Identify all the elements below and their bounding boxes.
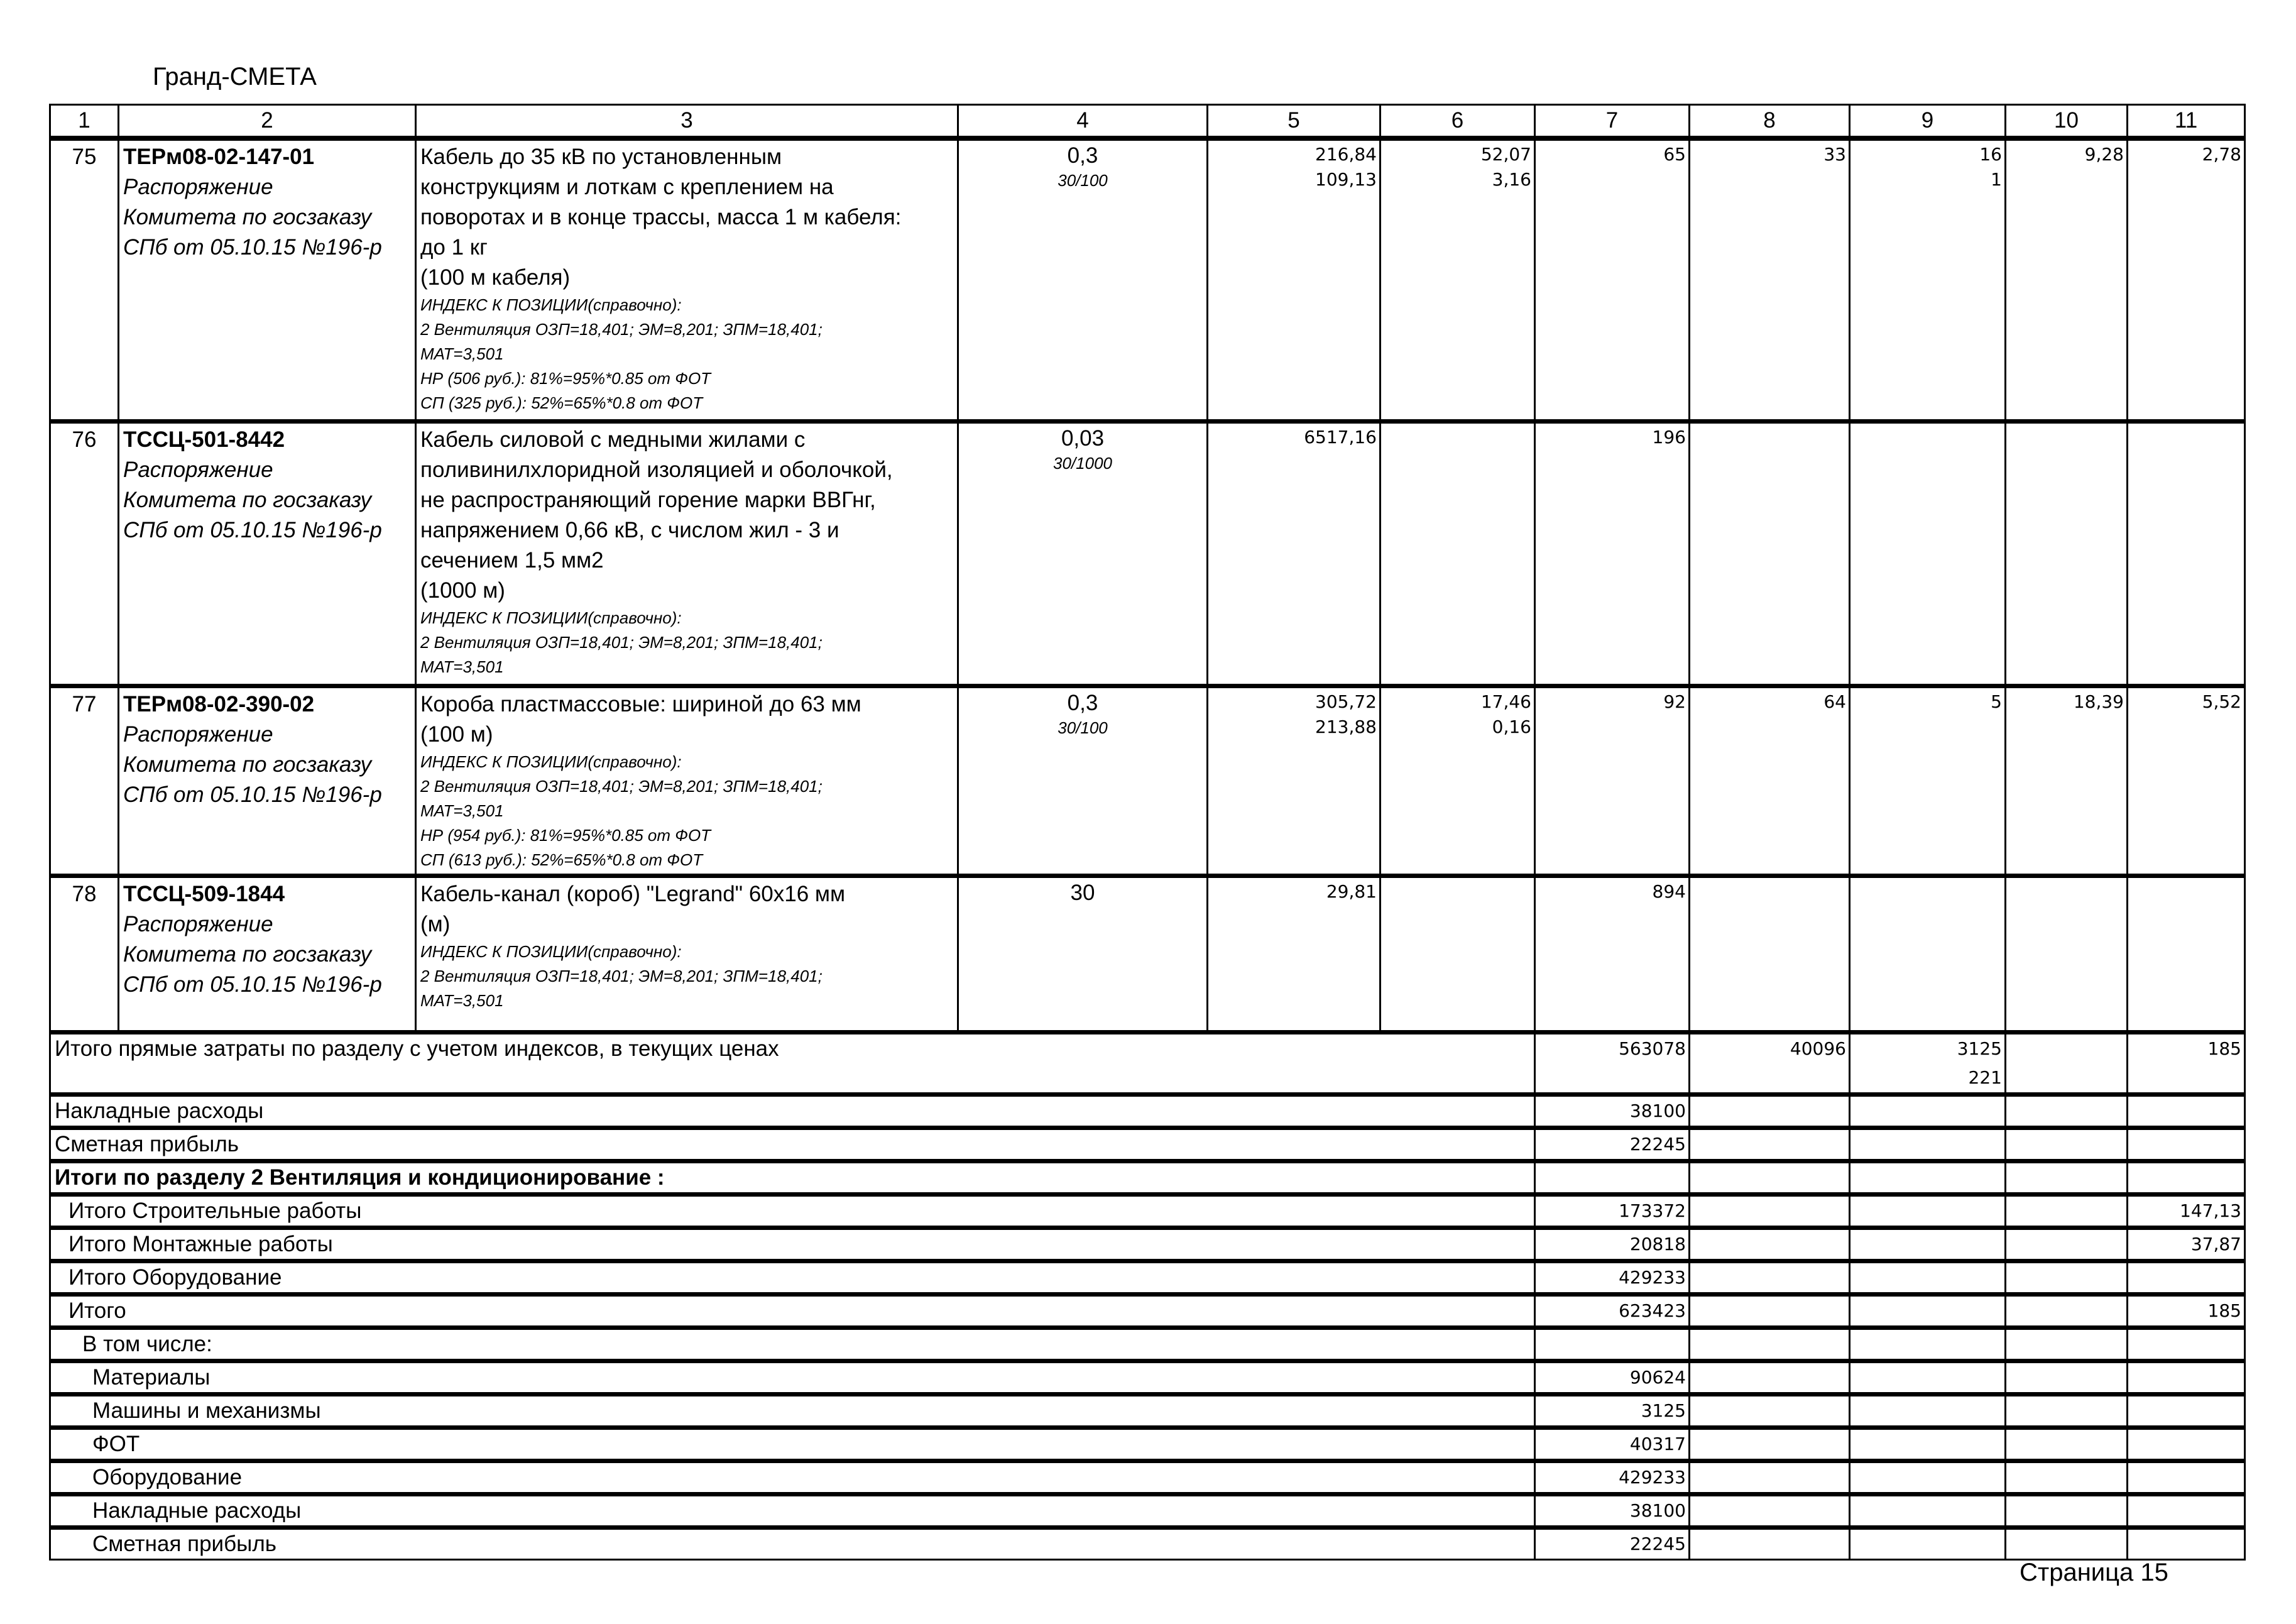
item-reference: Распоряжение bbox=[123, 721, 273, 747]
item-reference: Комитета по госзаказу bbox=[123, 941, 372, 967]
item-col-9-value: 1 bbox=[1991, 169, 2002, 190]
item-col-8 bbox=[1690, 421, 1850, 686]
item-description: поливинилхлоридной изоляцией и оболочкой, bbox=[420, 457, 893, 482]
item-col-8 bbox=[1690, 686, 1850, 875]
summary-col-8 bbox=[1690, 1261, 1850, 1294]
item-col-5-value: 29,81 bbox=[1326, 881, 1377, 902]
estimate-item-row bbox=[50, 875, 2245, 1032]
summary-col-8 bbox=[1690, 1194, 1850, 1227]
item-index-note: СП (325 руб.): 52%=65%*0.8 от ФОТ bbox=[420, 393, 703, 412]
item-number: 75 bbox=[50, 138, 119, 421]
item-description-cell bbox=[416, 138, 958, 421]
item-description: Кабель-канал (короб) "Legrand" 60x16 мм bbox=[420, 881, 846, 906]
item-col-9 bbox=[1850, 138, 2006, 421]
summary-col-9 bbox=[1850, 1527, 2006, 1559]
item-quantity-formula: 30/1000 bbox=[1053, 453, 1112, 473]
summary-col-10 bbox=[2006, 1032, 2128, 1094]
item-description: (100 м) bbox=[420, 721, 493, 747]
summary-row bbox=[50, 1161, 2245, 1194]
summary-col-11 bbox=[2128, 1032, 2245, 1094]
item-col-10 bbox=[2006, 686, 2128, 875]
item-col-11 bbox=[2128, 421, 2245, 686]
item-index-note: 2 Вентиляция ОЗП=18,401; ЭМ=8,201; ЗПМ=18,401; bbox=[420, 632, 823, 652]
summary-col-7 bbox=[1535, 1261, 1690, 1294]
item-number: 78 bbox=[50, 875, 119, 1032]
summary-col-9 bbox=[1850, 1494, 2006, 1527]
item-index-note: ИНДЕКС К ПОЗИЦИИ(справочно): bbox=[420, 608, 682, 627]
summary-col-7-value: 20818 bbox=[1629, 1233, 1686, 1254]
summary-row bbox=[50, 1461, 2245, 1494]
item-code: ТССЦ-509-1844 bbox=[123, 881, 285, 906]
item-quantity-cell bbox=[958, 421, 1208, 686]
item-reference: СПб от 05.10.15 №196-р bbox=[123, 782, 382, 807]
summary-col-10 bbox=[2006, 1094, 2128, 1127]
summary-row bbox=[50, 1261, 2245, 1294]
summary-col-7 bbox=[1535, 1094, 1690, 1127]
estimate-item-row bbox=[50, 421, 2245, 686]
item-index-note: СП (613 руб.): 52%=65%*0.8 от ФОТ bbox=[420, 850, 703, 869]
item-code-cell bbox=[119, 875, 416, 1032]
item-quantity: 30 bbox=[1070, 880, 1095, 905]
summary-col-8 bbox=[1690, 1427, 1850, 1461]
estimate-item-row bbox=[50, 686, 2245, 875]
item-col-6-value: 3,16 bbox=[1492, 169, 1531, 190]
item-description: (100 м кабеля) bbox=[420, 265, 571, 290]
summary-col-7 bbox=[1535, 1461, 1690, 1494]
column-header: 11 bbox=[2128, 105, 2245, 139]
summary-col-9 bbox=[1850, 1294, 2006, 1327]
item-code: ТССЦ-501-8442 bbox=[123, 427, 285, 452]
item-reference: СПб от 05.10.15 №196-р bbox=[123, 972, 382, 997]
item-reference: Распоряжение bbox=[123, 175, 273, 199]
summary-label: Итоги по разделу 2 Вентиляция и кондиционирование : bbox=[50, 1161, 1535, 1194]
item-col-6 bbox=[1380, 138, 1535, 421]
item-col-11-value: 2,78 bbox=[2202, 144, 2241, 165]
summary-col-9-value: 3125 bbox=[1957, 1038, 2002, 1059]
summary-col-7-value: 22245 bbox=[1629, 1533, 1686, 1554]
summary-col-7 bbox=[1535, 1361, 1690, 1394]
summary-col-10 bbox=[2006, 1427, 2128, 1461]
item-index-note: НР (506 руб.): 81%=95%*0.85 от ФОТ bbox=[420, 369, 711, 388]
summary-col-7-value: 22245 bbox=[1629, 1133, 1686, 1155]
item-col-10-value: 18,39 bbox=[2073, 691, 2124, 712]
summary-col-10 bbox=[2006, 1527, 2128, 1559]
item-col-5 bbox=[1208, 875, 1380, 1032]
item-col-6 bbox=[1380, 875, 1535, 1032]
item-index-note: МАТ=3,501 bbox=[420, 657, 504, 676]
item-col-6-value: 52,07 bbox=[1480, 144, 1531, 165]
summary-col-9 bbox=[1850, 1361, 2006, 1394]
summary-col-8 bbox=[1690, 1294, 1850, 1327]
item-index-note: МАТ=3,501 bbox=[420, 990, 504, 1010]
item-col-6-value: 17,46 bbox=[1480, 691, 1531, 712]
summary-col-9 bbox=[1850, 1194, 2006, 1227]
summary-col-7-value: 40317 bbox=[1629, 1433, 1686, 1454]
item-col-7-value: 65 bbox=[1663, 144, 1686, 165]
summary-col-11-value: 185 bbox=[2207, 1038, 2241, 1059]
item-code: ТЕРм08-02-390-02 bbox=[123, 691, 315, 716]
summary-col-7 bbox=[1535, 1294, 1690, 1327]
summary-row bbox=[50, 1327, 2245, 1361]
summary-label: Итого Монтажные работы bbox=[50, 1227, 1535, 1261]
summary-col-7 bbox=[1535, 1227, 1690, 1261]
summary-col-11 bbox=[2128, 1294, 2245, 1327]
item-col-5-value: 213,88 bbox=[1315, 716, 1377, 737]
item-quantity: 0,3 bbox=[1067, 143, 1098, 168]
summary-col-8 bbox=[1690, 1361, 1850, 1394]
summary-col-8-value: 40096 bbox=[1790, 1038, 1846, 1059]
summary-label: Машины и механизмы bbox=[50, 1394, 1535, 1427]
summary-col-7-value: 623423 bbox=[1619, 1300, 1686, 1321]
summary-col-9 bbox=[1850, 1227, 2006, 1261]
summary-col-7-value: 38100 bbox=[1629, 1100, 1686, 1121]
summary-col-9 bbox=[1850, 1461, 2006, 1494]
summary-col-7 bbox=[1535, 1494, 1690, 1527]
estimate-table bbox=[49, 104, 2246, 1561]
item-quantity: 0,03 bbox=[1061, 425, 1105, 451]
column-header: 3 bbox=[416, 105, 958, 139]
summary-col-10 bbox=[2006, 1327, 2128, 1361]
item-col-8 bbox=[1690, 875, 1850, 1032]
summary-row bbox=[50, 1094, 2245, 1127]
item-reference: Комитета по госзаказу bbox=[123, 205, 372, 229]
item-description-cell bbox=[416, 421, 958, 686]
summary-col-11 bbox=[2128, 1394, 2245, 1427]
summary-col-7 bbox=[1535, 1394, 1690, 1427]
summary-col-10 bbox=[2006, 1227, 2128, 1261]
summary-col-9 bbox=[1850, 1094, 2006, 1127]
summary-col-10 bbox=[2006, 1127, 2128, 1161]
summary-col-11-value: 185 bbox=[2207, 1300, 2241, 1321]
summary-col-11 bbox=[2128, 1461, 2245, 1494]
item-index-note: МАТ=3,501 bbox=[420, 344, 504, 363]
summary-col-10 bbox=[2006, 1294, 2128, 1327]
summary-col-8 bbox=[1690, 1494, 1850, 1527]
summary-row bbox=[50, 1427, 2245, 1461]
summary-col-11-value: 37,87 bbox=[2190, 1233, 2241, 1254]
item-col-7 bbox=[1535, 138, 1690, 421]
summary-col-10 bbox=[2006, 1394, 2128, 1427]
column-header: 6 bbox=[1380, 105, 1535, 139]
item-col-6 bbox=[1380, 421, 1535, 686]
item-description-cell bbox=[416, 875, 958, 1032]
summary-col-11 bbox=[2128, 1227, 2245, 1261]
item-code-cell bbox=[119, 421, 416, 686]
item-quantity-cell bbox=[958, 686, 1208, 875]
summary-label: Итого Строительные работы bbox=[50, 1194, 1535, 1227]
item-col-5 bbox=[1208, 138, 1380, 421]
column-header: 9 bbox=[1850, 105, 2006, 139]
summary-col-11 bbox=[2128, 1494, 2245, 1527]
item-reference: Распоряжение bbox=[123, 457, 273, 482]
summary-col-7-value: 563078 bbox=[1619, 1038, 1686, 1059]
column-header: 4 bbox=[958, 105, 1208, 139]
item-code: ТЕРм08-02-147-01 bbox=[123, 145, 315, 169]
summary-col-7 bbox=[1535, 1194, 1690, 1227]
summary-col-10 bbox=[2006, 1494, 2128, 1527]
item-description: напряжением 0,66 кВ, с числом жил - 3 и bbox=[420, 517, 839, 542]
column-header: 1 bbox=[50, 105, 119, 139]
item-col-8 bbox=[1690, 138, 1850, 421]
item-description: сечением 1,5 мм2 bbox=[420, 547, 604, 573]
item-index-note: ИНДЕКС К ПОЗИЦИИ(справочно): bbox=[420, 752, 682, 771]
summary-col-11 bbox=[2128, 1427, 2245, 1461]
summary-row bbox=[50, 1494, 2245, 1527]
summary-col-7-value: 3125 bbox=[1641, 1400, 1686, 1421]
item-col-9 bbox=[1850, 686, 2006, 875]
summary-col-9 bbox=[1850, 1394, 2006, 1427]
item-col-5-value: 305,72 bbox=[1315, 691, 1377, 712]
item-quantity-cell bbox=[958, 875, 1208, 1032]
item-col-11 bbox=[2128, 686, 2245, 875]
summary-col-8 bbox=[1690, 1527, 1850, 1559]
item-col-7-value: 92 bbox=[1663, 691, 1686, 712]
column-header: 8 bbox=[1690, 105, 1850, 139]
item-description: не распространяющий горение марки ВВГнг, bbox=[420, 487, 876, 512]
item-col-5-value: 216,84 bbox=[1315, 144, 1377, 165]
summary-col-7-value: 90624 bbox=[1629, 1366, 1686, 1388]
item-number: 76 bbox=[50, 421, 119, 686]
item-description: Короба пластмассовые: шириной до 63 мм bbox=[420, 691, 861, 716]
item-quantity-cell bbox=[958, 138, 1208, 421]
item-col-7 bbox=[1535, 421, 1690, 686]
item-col-6 bbox=[1380, 686, 1535, 875]
summary-col-8 bbox=[1690, 1032, 1850, 1094]
item-quantity: 0,3 bbox=[1067, 690, 1098, 715]
summary-col-8 bbox=[1690, 1227, 1850, 1261]
document-title: Гранд-СМЕТА bbox=[153, 63, 317, 91]
column-header: 7 bbox=[1535, 105, 1690, 139]
summary-label: Материалы bbox=[50, 1361, 1535, 1394]
item-reference: Комитета по госзаказу bbox=[123, 487, 372, 512]
summary-col-7-value: 429233 bbox=[1619, 1266, 1686, 1288]
summary-col-7 bbox=[1535, 1527, 1690, 1559]
summary-col-8 bbox=[1690, 1094, 1850, 1127]
summary-row bbox=[50, 1394, 2245, 1427]
summary-col-11-value: 147,13 bbox=[2180, 1200, 2241, 1221]
summary-col-10 bbox=[2006, 1461, 2128, 1494]
summary-row bbox=[50, 1294, 2245, 1327]
summary-col-7 bbox=[1535, 1327, 1690, 1361]
summary-row bbox=[50, 1032, 2245, 1094]
item-reference: Комитета по госзаказу bbox=[123, 752, 372, 777]
summary-row bbox=[50, 1127, 2245, 1161]
item-description: (1000 м) bbox=[420, 578, 505, 603]
summary-row bbox=[50, 1527, 2245, 1559]
summary-label: ФОТ bbox=[50, 1427, 1535, 1461]
summary-col-9 bbox=[1850, 1127, 2006, 1161]
item-description: (м) bbox=[420, 911, 451, 936]
estimate-item-row bbox=[50, 138, 2245, 421]
item-col-5-value: 6517,16 bbox=[1304, 426, 1377, 447]
summary-col-11 bbox=[2128, 1094, 2245, 1127]
summary-label: Накладные расходы bbox=[50, 1494, 1535, 1527]
item-col-11 bbox=[2128, 875, 2245, 1032]
item-col-11-value: 5,52 bbox=[2202, 691, 2241, 712]
item-reference: СПб от 05.10.15 №196-р bbox=[123, 517, 382, 542]
summary-row bbox=[50, 1361, 2245, 1394]
summary-label: В том числе: bbox=[50, 1327, 1535, 1361]
summary-col-8 bbox=[1690, 1127, 1850, 1161]
item-col-11 bbox=[2128, 138, 2245, 421]
item-col-9 bbox=[1850, 421, 2006, 686]
item-index-note: ИНДЕКС К ПОЗИЦИИ(справочно): bbox=[420, 295, 682, 314]
column-header: 10 bbox=[2006, 105, 2128, 139]
item-col-7 bbox=[1535, 686, 1690, 875]
column-number-header bbox=[50, 105, 2245, 139]
summary-col-8 bbox=[1690, 1327, 1850, 1361]
summary-col-9 bbox=[1850, 1032, 2006, 1094]
item-description: конструкциям и лоткам с креплением на bbox=[420, 175, 834, 199]
item-quantity-formula: 30/100 bbox=[1058, 171, 1108, 190]
summary-col-10 bbox=[2006, 1361, 2128, 1394]
item-col-10 bbox=[2006, 875, 2128, 1032]
summary-col-10 bbox=[2006, 1161, 2128, 1194]
item-col-10 bbox=[2006, 138, 2128, 421]
summary-col-7-value: 173372 bbox=[1619, 1200, 1686, 1221]
item-code-cell bbox=[119, 686, 416, 875]
summary-label: Итого bbox=[50, 1294, 1535, 1327]
item-col-8-value: 33 bbox=[1823, 144, 1846, 165]
summary-col-11 bbox=[2128, 1127, 2245, 1161]
summary-col-8 bbox=[1690, 1394, 1850, 1427]
summary-row bbox=[50, 1194, 2245, 1227]
summary-label: Сметная прибыль bbox=[50, 1127, 1535, 1161]
item-col-7 bbox=[1535, 875, 1690, 1032]
item-index-note: ИНДЕКС К ПОЗИЦИИ(справочно): bbox=[420, 941, 682, 961]
summary-col-7 bbox=[1535, 1127, 1690, 1161]
item-col-5 bbox=[1208, 421, 1380, 686]
summary-label: Накладные расходы bbox=[50, 1094, 1535, 1127]
item-index-note: МАТ=3,501 bbox=[420, 801, 504, 820]
summary-col-7 bbox=[1535, 1032, 1690, 1094]
summary-col-7 bbox=[1535, 1427, 1690, 1461]
summary-col-7 bbox=[1535, 1161, 1690, 1194]
summary-col-9 bbox=[1850, 1327, 2006, 1361]
summary-col-7-value: 38100 bbox=[1629, 1500, 1686, 1521]
item-code-cell bbox=[119, 138, 416, 421]
summary-row bbox=[50, 1227, 2245, 1261]
item-col-7-value: 894 bbox=[1652, 881, 1686, 902]
column-header: 5 bbox=[1208, 105, 1380, 139]
summary-label: Итого прямые затраты по разделу с учетом индексов, в текущих ценах bbox=[50, 1032, 1535, 1094]
item-reference: СПб от 05.10.15 №196-р bbox=[123, 235, 382, 260]
item-col-10 bbox=[2006, 421, 2128, 686]
summary-col-11 bbox=[2128, 1161, 2245, 1194]
item-col-9 bbox=[1850, 875, 2006, 1032]
item-col-5 bbox=[1208, 686, 1380, 875]
item-col-6-value: 0,16 bbox=[1492, 716, 1531, 737]
item-index-note: НР (954 руб.): 81%=95%*0.85 от ФОТ bbox=[420, 825, 711, 845]
summary-col-8 bbox=[1690, 1161, 1850, 1194]
item-description: Кабель силовой с медными жилами с bbox=[420, 427, 806, 452]
item-index-note: 2 Вентиляция ОЗП=18,401; ЭМ=8,201; ЗПМ=18,401; bbox=[420, 966, 823, 985]
summary-col-9 bbox=[1850, 1161, 2006, 1194]
item-quantity-formula: 30/100 bbox=[1058, 718, 1108, 737]
summary-col-9-value: 221 bbox=[1968, 1067, 2002, 1088]
summary-col-9 bbox=[1850, 1427, 2006, 1461]
summary-col-11 bbox=[2128, 1194, 2245, 1227]
summary-col-7-value: 429233 bbox=[1619, 1466, 1686, 1488]
item-description: поворотах и в конце трассы, масса 1 м кабеля: bbox=[420, 205, 902, 229]
column-header: 2 bbox=[119, 105, 416, 139]
item-index-note: 2 Вентиляция ОЗП=18,401; ЭМ=8,201; ЗПМ=18,401; bbox=[420, 320, 823, 339]
summary-col-11 bbox=[2128, 1361, 2245, 1394]
item-col-8-value: 64 bbox=[1823, 691, 1846, 712]
summary-col-11 bbox=[2128, 1327, 2245, 1361]
item-col-10-value: 9,28 bbox=[2084, 144, 2124, 165]
item-col-9-value: 5 bbox=[1991, 691, 2002, 712]
item-reference: Распоряжение bbox=[123, 911, 273, 936]
item-number: 77 bbox=[50, 686, 119, 875]
item-index-note: 2 Вентиляция ОЗП=18,401; ЭМ=8,201; ЗПМ=18,401; bbox=[420, 776, 823, 796]
page-number: Страница 15 bbox=[2020, 1559, 2168, 1586]
summary-label: Итого Оборудование bbox=[50, 1261, 1535, 1294]
item-col-5-value: 109,13 bbox=[1315, 169, 1377, 190]
summary-col-10 bbox=[2006, 1261, 2128, 1294]
summary-col-11 bbox=[2128, 1261, 2245, 1294]
item-col-7-value: 196 bbox=[1652, 426, 1686, 447]
item-description-cell bbox=[416, 686, 958, 875]
summary-col-9 bbox=[1850, 1261, 2006, 1294]
summary-label: Оборудование bbox=[50, 1461, 1535, 1494]
summary-label: Сметная прибыль bbox=[50, 1527, 1535, 1559]
item-col-9-value: 16 bbox=[1979, 144, 2002, 165]
summary-col-11 bbox=[2128, 1527, 2245, 1559]
summary-col-10 bbox=[2006, 1194, 2128, 1227]
item-description: до 1 кг bbox=[420, 235, 488, 260]
item-description: Кабель до 35 кВ по установленным bbox=[420, 145, 782, 169]
summary-col-8 bbox=[1690, 1461, 1850, 1494]
